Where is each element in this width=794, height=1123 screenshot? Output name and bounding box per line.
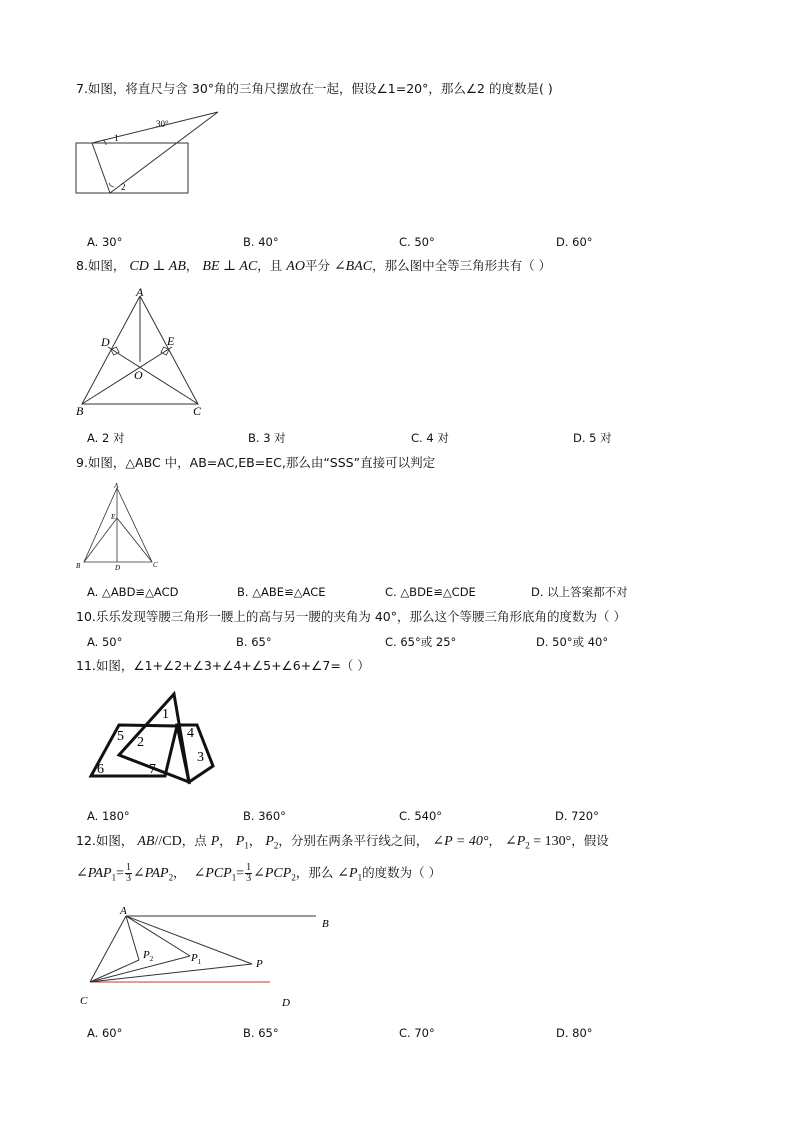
q12-math-angle-p1: ∠P bbox=[337, 866, 358, 881]
q10-option-b[interactable]: B. 65° bbox=[236, 635, 272, 649]
q12-sep1: ， bbox=[219, 833, 232, 848]
q12-text-b2: ，那么 bbox=[295, 865, 338, 880]
q11-label-7: 7 bbox=[149, 762, 156, 777]
q10-option-a[interactable]: A. 50° bbox=[87, 635, 123, 649]
q11-option-b[interactable]: B. 360° bbox=[243, 809, 286, 823]
q12-text-e: ，分别在两条平行线之间， bbox=[278, 833, 429, 848]
q12-sep3: ， bbox=[488, 833, 501, 848]
q7-label-1: 1 bbox=[114, 133, 119, 143]
q11-label-4: 4 bbox=[187, 726, 194, 741]
q12-label-b: B bbox=[322, 918, 329, 930]
q7-option-a[interactable]: A. 30° bbox=[87, 235, 123, 249]
q8-option-a[interactable]: A. 2 对 bbox=[87, 431, 125, 445]
q12-label-a: A bbox=[120, 905, 127, 917]
q12-option-b[interactable]: B. 65° bbox=[243, 1026, 279, 1040]
q12-math-pcp2: ∠PCP bbox=[253, 866, 292, 881]
q8-option-c[interactable]: C. 4 对 bbox=[411, 431, 449, 445]
q12-math-angle-p2-val: = 130° bbox=[529, 834, 572, 849]
q12-question-line2 bbox=[76, 862, 441, 889]
q12-math-ab: AB bbox=[137, 834, 155, 849]
q12-label-p2: $P_2$ bbox=[143, 949, 154, 963]
q12-math-angle-p1-sub: 1 bbox=[357, 872, 363, 883]
q8-option-d[interactable]: D. 5 对 bbox=[573, 431, 612, 445]
q12-eq1: = bbox=[116, 866, 124, 881]
q8-label-o: O bbox=[134, 368, 143, 382]
q12-option-c[interactable]: C. 70° bbox=[399, 1026, 435, 1040]
q12-figure bbox=[76, 903, 346, 1013]
q10-option-c[interactable]: C. 65°或 25° bbox=[385, 635, 457, 649]
q11-label-5: 5 bbox=[117, 729, 124, 744]
q9-triangle bbox=[84, 488, 152, 562]
q12-frac1-den: 3 bbox=[126, 873, 131, 884]
q9-option-d[interactable]: D. 以上答案都不对 bbox=[531, 585, 628, 599]
q11-option-d[interactable]: D. 720° bbox=[555, 809, 599, 823]
q12-math-angle-p2-sub: 2 bbox=[525, 840, 530, 851]
q8-num: 8.如图， bbox=[76, 258, 126, 273]
q12-eq2: = bbox=[236, 866, 245, 881]
q9-label-a: A bbox=[114, 482, 119, 490]
q8-mid2: 平分 bbox=[304, 258, 334, 273]
q9-label-b: B bbox=[76, 562, 81, 570]
q12-math-angle-p: ∠P = 40° bbox=[432, 834, 489, 849]
q11-option-c[interactable]: C. 540° bbox=[399, 809, 443, 823]
q8-label-d: D bbox=[101, 335, 110, 349]
q9-label-e: E bbox=[111, 513, 116, 521]
q7-label-30: 30° bbox=[156, 119, 169, 129]
q12-label-d: D bbox=[282, 997, 290, 1009]
q7-option-b[interactable]: B. 40° bbox=[243, 235, 279, 249]
q12-math-p1: P bbox=[235, 834, 245, 849]
q8-label-a: A bbox=[136, 285, 144, 299]
q12-frac2-num: 1 bbox=[246, 862, 252, 873]
q11-question: 11.如图，∠1+∠2+∠3+∠4+∠5+∠6+∠7=（ ） bbox=[76, 658, 370, 673]
q12-label-p: P bbox=[256, 958, 263, 970]
q12-math-angle-p2: ∠P bbox=[504, 834, 526, 849]
q12-frac2-den: 3 bbox=[246, 873, 252, 884]
q12-fraction-1 bbox=[125, 863, 132, 884]
q9-option-b[interactable]: B. △ABE≌△ACE bbox=[237, 585, 326, 599]
q12-math-p1-sub: 1 bbox=[244, 840, 249, 851]
q9-option-a[interactable]: A. △ABD≌△ACD bbox=[87, 585, 179, 599]
q9-question: 9.如图，△ABC 中，AB=AC,EB=EC,那么由“SSS”直接可以判定 bbox=[76, 455, 436, 470]
q7-question: 7.如图，将直尺与含 30°角的三角尺摆放在一起，假设∠1=20°，那么∠2 的度数是( ) bbox=[76, 81, 553, 96]
q9-label-c: C bbox=[153, 561, 158, 569]
q11-label-6: 6 bbox=[97, 762, 104, 777]
q8-label-c: C bbox=[193, 404, 202, 418]
q12-label-p1: $P_1$ bbox=[191, 952, 202, 966]
q10-question: 10.乐乐发现等腰三角形一腰上的高与另一腰的夹角为 40°，那么这个等腰三角形底角的度数为（ ） bbox=[76, 609, 626, 624]
q12-math-p2-sub: 2 bbox=[273, 840, 279, 851]
q12-math-pcp1-sub: 1 bbox=[231, 872, 237, 883]
q8-mid: ，且 bbox=[257, 258, 287, 273]
q8-math-be-ac: BE ⊥ AC bbox=[202, 259, 258, 274]
q7-ruler bbox=[76, 143, 188, 193]
q12-fraction-2 bbox=[245, 863, 252, 884]
q12-math-pap2: ∠PAP bbox=[133, 866, 169, 881]
q12-num: 12.如图， bbox=[76, 833, 134, 848]
q7-option-c[interactable]: C. 50° bbox=[399, 235, 435, 249]
q12-math-pap1: ∠PAP bbox=[76, 866, 112, 881]
q11-label-3: 3 bbox=[197, 750, 204, 765]
q9-label-d: D bbox=[115, 564, 121, 572]
q7-triangle bbox=[92, 112, 218, 193]
q8-label-e: E bbox=[167, 334, 175, 348]
q12-math-pcp1: ∠PCP bbox=[193, 866, 232, 881]
q8-math-ao: AO bbox=[286, 259, 305, 274]
q10-option-d[interactable]: D. 50°或 40° bbox=[536, 635, 609, 649]
q11-quad-right bbox=[177, 725, 213, 782]
q9-option-c[interactable]: C. △BDE≌△CDE bbox=[385, 585, 476, 599]
q12-text-g: ，假设 bbox=[571, 833, 609, 848]
q7-option-d[interactable]: D. 60° bbox=[556, 235, 593, 249]
q12-math-p2: P bbox=[265, 834, 274, 849]
q7-figure bbox=[70, 108, 230, 198]
q12-sep4: ， bbox=[173, 865, 186, 880]
q12-math-pap1-sub: 1 bbox=[111, 872, 117, 883]
q12-sep2: ， bbox=[248, 833, 262, 848]
q8-label-b: B bbox=[76, 404, 84, 418]
q12-frac1-num: 1 bbox=[126, 862, 131, 873]
q8-figure bbox=[72, 286, 212, 421]
q11-figure bbox=[85, 688, 225, 783]
q12-option-a[interactable]: A. 60° bbox=[87, 1026, 123, 1040]
q12-question-line1 bbox=[76, 833, 609, 854]
q12-math-pap2-sub: 2 bbox=[168, 872, 174, 883]
q12-text-b: ，点 bbox=[181, 833, 211, 848]
q12-text-c2: 的度数为（ ） bbox=[362, 865, 442, 880]
q11-option-a[interactable]: A. 180° bbox=[87, 809, 130, 823]
q7-label-2: 2 bbox=[121, 182, 126, 192]
q12-math-p: P bbox=[210, 834, 220, 849]
q8-math-bac: ∠BAC bbox=[333, 259, 373, 274]
q8-sep: ， bbox=[185, 258, 199, 273]
q12-math-cd: //CD bbox=[154, 834, 182, 849]
q11-label-2: 2 bbox=[137, 735, 144, 750]
q8-math-cd-ab: CD ⊥ AB bbox=[129, 259, 186, 274]
q11-label-1: 1 bbox=[162, 707, 169, 722]
q9-figure bbox=[74, 480, 164, 575]
q8-option-b[interactable]: B. 3 对 bbox=[248, 431, 286, 445]
q12-label-c: C bbox=[80, 995, 88, 1007]
q8-tail: ，那么图中全等三角形共有（ ） bbox=[372, 258, 552, 273]
q12-math-pcp2-sub: 2 bbox=[291, 872, 296, 883]
q12-option-d[interactable]: D. 80° bbox=[556, 1026, 593, 1040]
q8-question bbox=[76, 258, 551, 275]
